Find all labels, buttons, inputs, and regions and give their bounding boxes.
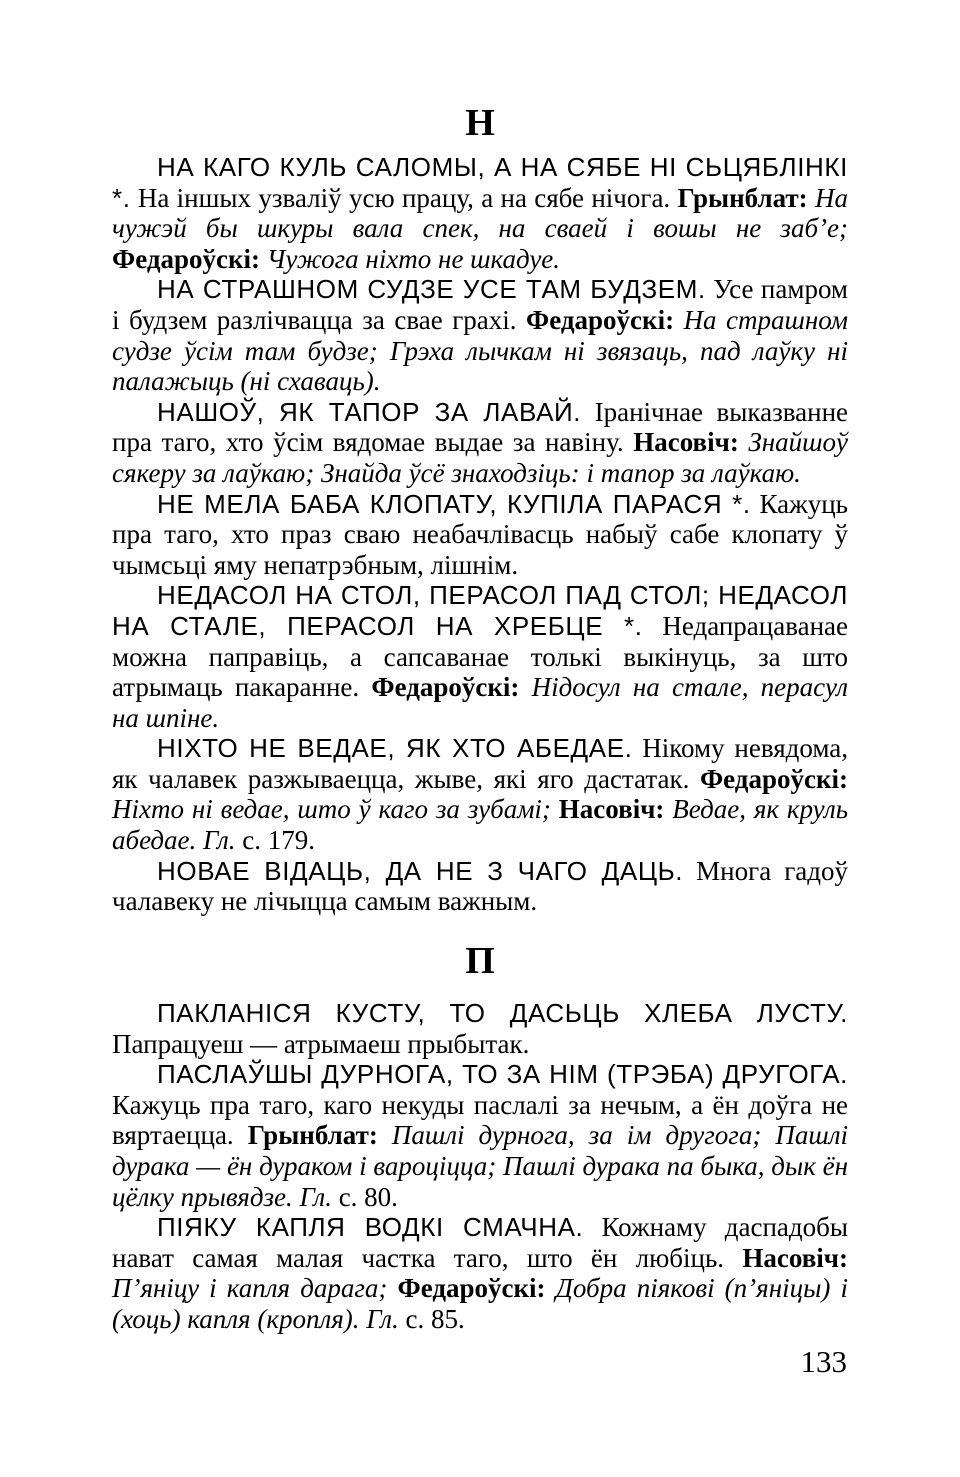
entry: [112, 580, 848, 733]
entry: [112, 489, 848, 581]
entry-meaning: Усе памром і будзем разлічвацца за свае грахі.: [112, 274, 849, 335]
section-letter-n: Н: [465, 102, 495, 144]
entry-headword: НА СТРАШНОМ СУДЗЕ УСЕ ТАМ БУДЗЕМ.: [157, 274, 706, 305]
source-label: Насовіч:: [558, 794, 665, 825]
source-quote: Ніхто ні ведае, што ў каго за зубамі;: [112, 794, 551, 825]
page-number: 133: [800, 1344, 847, 1379]
entry-meaning: Кажуць пра таго, хто праз сваю неабачлівасць набыў сабе клопату ў чымсьці яму непатрэбным, лішнім.: [112, 488, 848, 580]
entry: [112, 998, 848, 1059]
source-label: Федароўскі:: [112, 243, 261, 274]
source-quote: Чужога ніхто не шкадуе.: [266, 243, 561, 274]
entry: [112, 1212, 848, 1334]
entry-headword: НЕДАСОЛ НА СТОЛ, ПЕРАСОЛ ПАД СТОЛ; НЕДАСОЛ НА СТАЛЕ, ПЕРАСОЛ НА ХРЕБЦЕ *.: [112, 580, 848, 641]
entry-meaning: Кажуць пра таго, каго некуды паслалі за нечым, а ён доўга не вяртаецца.: [112, 1089, 848, 1151]
source-quote: Нідосул на стале, перасул на шпіне.: [112, 672, 848, 733]
entry-meaning: Папрацуеш — атрымаеш прыбытак.: [112, 1028, 530, 1059]
source-quote: На чужэй бы шкуры вала спек, на сваей і вошы не заб’е;: [112, 182, 849, 244]
entries-block-p: [112, 998, 848, 1335]
entry-meaning: Іранічнае выказванне пра таго, хто ўсім вядомае выдае за навіну.: [112, 396, 849, 458]
entry: [112, 152, 848, 274]
entry: [112, 733, 848, 855]
entry: [112, 274, 848, 396]
source-label: Грынблат:: [677, 182, 808, 213]
source-quote: На страшном судзе ўсім там будзе; Грэха лычкам ні звязаць, пад лаўку ні палажыць (ні схаваць).: [112, 304, 849, 397]
section-letter-p: П: [465, 940, 495, 982]
entry: [112, 856, 848, 917]
entry-meaning: Кожнаму даспадобы нават самая малая частка таго, што ён любіць.: [112, 1212, 848, 1273]
entry-meaning: Нікому невядома, як чалавек разжываецца, жыве, які яго дастатак.: [112, 733, 849, 794]
entry-headword: НОВАЕ ВІДАЦЬ, ДА НЕ З ЧАГО ДАЦЬ.: [157, 855, 684, 886]
entry-headword: НАШОЎ, ЯК ТАПОР ЗА ЛАВАЙ.: [157, 396, 582, 427]
source-label: Федароўскі:: [397, 1273, 546, 1304]
cross-reference: с. 179.: [242, 825, 315, 856]
cross-reference: с. 80.: [338, 1181, 398, 1212]
source-quote: П’яніцу і капля дарага;: [112, 1273, 388, 1304]
source-quote: Ведае, як круль абедае. Гл.: [112, 794, 849, 856]
entry-meaning: Недапрацаванае можна паправіць, а сапсаванае толькі выкінуць, за што атрымаць пакаранне.: [112, 610, 849, 703]
cross-reference: с. 85.: [405, 1303, 465, 1334]
entry-meaning: Многа гадоў чалавеку не лічыцца самым важным.: [112, 855, 849, 917]
entries-block-n: [112, 152, 848, 917]
source-label: Насовіч:: [633, 427, 739, 458]
entry-meaning: На іншых узваліў усю працу, а на сябе нічога.: [137, 182, 671, 213]
entry-headword: ПІЯКУ КАПЛЯ ВОДКІ СМАЧНА.: [157, 1212, 584, 1243]
entry-headword: НЕ МЕЛА БАБА КЛОПАТУ, КУПІЛА ПАРАСЯ *.: [157, 488, 751, 519]
source-quote: Пашлі дурнога, за ім другога; Пашлі дурака — ён дураком і вароціцца; Пашлі дурака па быка, дык ён цёлку прывядзе. Гл.: [112, 1120, 848, 1212]
source-label: Федароўскі:: [371, 672, 520, 703]
entry-headword: НА КАГО КУЛЬ САЛОМЫ, А НА СЯБЕ НІ СЬЦЯБЛІНКІ *.: [112, 152, 848, 213]
source-quote: Добра піякові (п’яніцы) і (хоць) капля (кропля). Гл.: [112, 1273, 849, 1334]
source-label: Насовіч:: [742, 1242, 848, 1273]
source-label: Федароўскі:: [699, 763, 849, 794]
source-label: Грынблат:: [247, 1120, 378, 1151]
entry-headword: ПАСЛАЎШЫ ДУРНОГА, ТО ЗА НІМ (ТРЭБА) ДРУГОГА.: [157, 1059, 848, 1090]
entry: [112, 1059, 848, 1212]
entry: [112, 397, 848, 489]
entry-headword: ПАКЛАНІСЯ КУСТУ, ТО ДАСЬЦЬ ХЛЕБА ЛУСТУ.: [157, 998, 848, 1028]
source-label: Федароўскі:: [526, 304, 675, 335]
source-quote: Знайшоў сякеру за лаўкаю; Знайда ўсё знаходзіць: і тапор за лаўкаю.: [112, 427, 849, 488]
entry-headword: НІХТО НЕ ВЕДАЕ, ЯК ХТО АБЕДАЕ.: [157, 733, 633, 764]
